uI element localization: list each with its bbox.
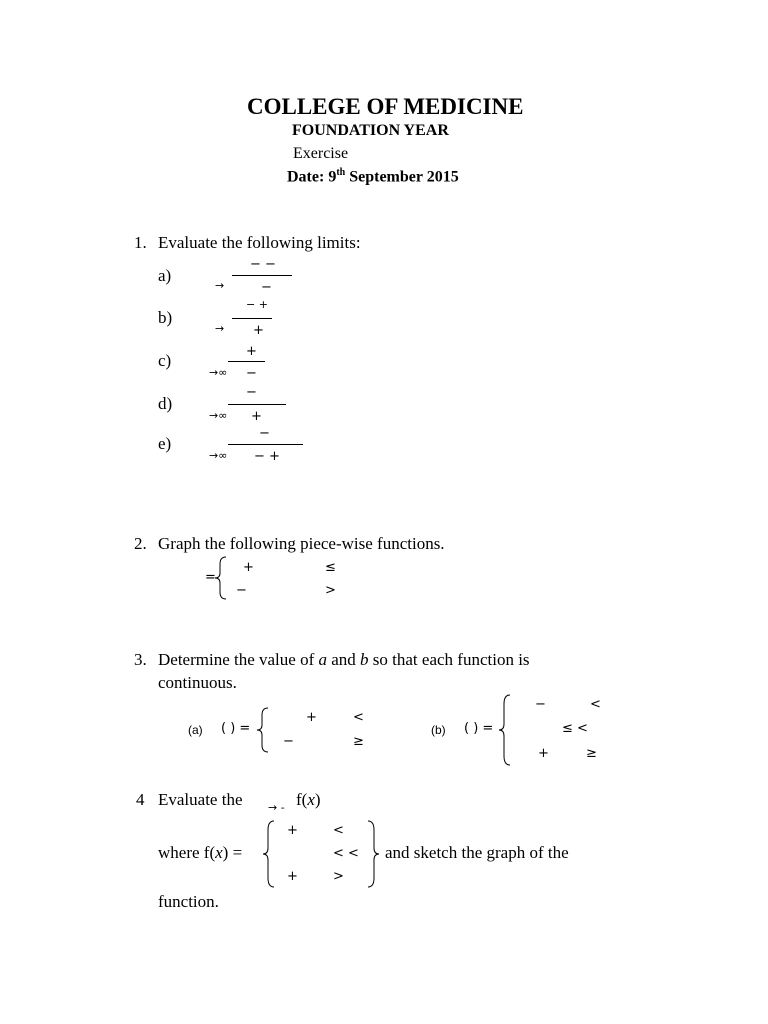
- fraction-bar: [228, 404, 286, 405]
- case-relation: >: [325, 583, 336, 598]
- equals-sign: =: [205, 570, 216, 585]
- fraction-numerator: +: [246, 344, 257, 359]
- case-relation: >: [333, 869, 344, 884]
- limit-arrow: →∞: [209, 409, 228, 422]
- page-title: COLLEGE OF MEDICINE: [247, 94, 524, 119]
- q3-text-continued: continuous.: [158, 673, 237, 692]
- case-operator: −: [236, 583, 247, 598]
- limit-arrow: →: [215, 322, 225, 335]
- case-operator: +: [538, 746, 549, 761]
- q4-text: Evaluate the: [158, 790, 243, 809]
- limit-arrow: → -: [268, 801, 285, 814]
- limit-arrow: →∞: [209, 449, 228, 462]
- case-operator: +: [287, 869, 298, 884]
- q1-part-label: b): [158, 308, 173, 327]
- q1-part-label: e): [158, 434, 172, 453]
- subtitle-foundation-year: FOUNDATION YEAR: [292, 122, 449, 139]
- case-relation: < <: [333, 846, 359, 861]
- q4-last: function.: [158, 892, 219, 911]
- case-relation: ≤: [325, 560, 336, 575]
- right-brace-icon: [366, 820, 380, 888]
- left-brace-icon: [256, 707, 270, 753]
- q2-text: Graph the following piece-wise functions.: [158, 534, 445, 553]
- q3b-lhs: ( ) =: [464, 721, 494, 736]
- q4-number: 4: [136, 790, 145, 809]
- q3-text-part: and: [327, 650, 361, 669]
- q3a-label: (a): [188, 723, 203, 737]
- case-relation: <: [353, 710, 364, 725]
- q3b-label: (b): [431, 723, 446, 737]
- case-relation: <: [590, 697, 601, 712]
- q4-function: [296, 790, 321, 810]
- case-operator: +: [287, 823, 298, 838]
- fraction-numerator: − +: [246, 298, 268, 311]
- case-relation: <: [333, 823, 344, 838]
- case-relation: ≥: [586, 746, 597, 761]
- date-prefix: Date: 9: [287, 168, 337, 186]
- fraction-bar: [228, 444, 303, 445]
- limit-arrow: →∞: [209, 366, 228, 379]
- q1-part-label: a): [158, 266, 172, 285]
- subtitle-exercise: Exercise: [293, 145, 349, 162]
- date-suffix: September 2015: [345, 168, 459, 186]
- fraction-numerator: −: [259, 426, 270, 441]
- fraction-numerator: − −: [250, 257, 276, 272]
- where-suffix: ) =: [222, 843, 243, 862]
- q3-text-part: Determine the value of: [158, 650, 319, 669]
- fraction-numerator: −: [246, 385, 257, 400]
- left-brace-icon: [262, 820, 276, 888]
- fx-open: f(: [296, 790, 308, 809]
- q1-part-label: d): [158, 394, 173, 413]
- case-operator: −: [535, 697, 546, 712]
- case-relation: ≥: [353, 734, 364, 749]
- q3-text: [158, 650, 530, 670]
- fraction-bar: [232, 275, 292, 276]
- variable-x: x: [215, 843, 223, 862]
- case-operator: +: [243, 560, 254, 575]
- q4-where: [158, 843, 242, 863]
- fraction-bar: [228, 361, 265, 362]
- variable-x: x: [307, 790, 315, 809]
- where-prefix: where f(: [158, 843, 216, 862]
- case-operator: +: [306, 710, 317, 725]
- variable-a: a: [318, 650, 327, 669]
- fraction-bar: [232, 318, 272, 319]
- q1-text: Evaluate the following limits:: [158, 233, 361, 252]
- variable-b: b: [360, 650, 369, 669]
- date-superscript: th: [336, 167, 346, 178]
- q2-number: 2.: [134, 534, 147, 553]
- left-brace-icon: [498, 694, 512, 766]
- q1-number: 1.: [134, 233, 147, 252]
- fraction-denominator: −: [246, 366, 257, 381]
- q3a-lhs: ( ) =: [221, 721, 251, 736]
- left-brace-icon: [214, 556, 228, 600]
- q3-text-part: so that each function is: [368, 650, 530, 669]
- q4-tail: and sketch the graph of the: [385, 843, 569, 862]
- limit-arrow: →: [215, 279, 225, 292]
- q3-number: 3.: [134, 650, 147, 669]
- fx-close: ): [314, 790, 321, 809]
- fraction-denominator: −: [261, 280, 272, 295]
- fraction-denominator: +: [251, 409, 262, 424]
- fraction-denominator: +: [253, 323, 264, 338]
- q1-part-label: c): [158, 351, 172, 370]
- case-operator: −: [283, 734, 294, 749]
- fraction-denominator: − +: [254, 449, 280, 464]
- case-relation: ≤ <: [562, 721, 588, 736]
- exercise-date: [287, 167, 459, 186]
